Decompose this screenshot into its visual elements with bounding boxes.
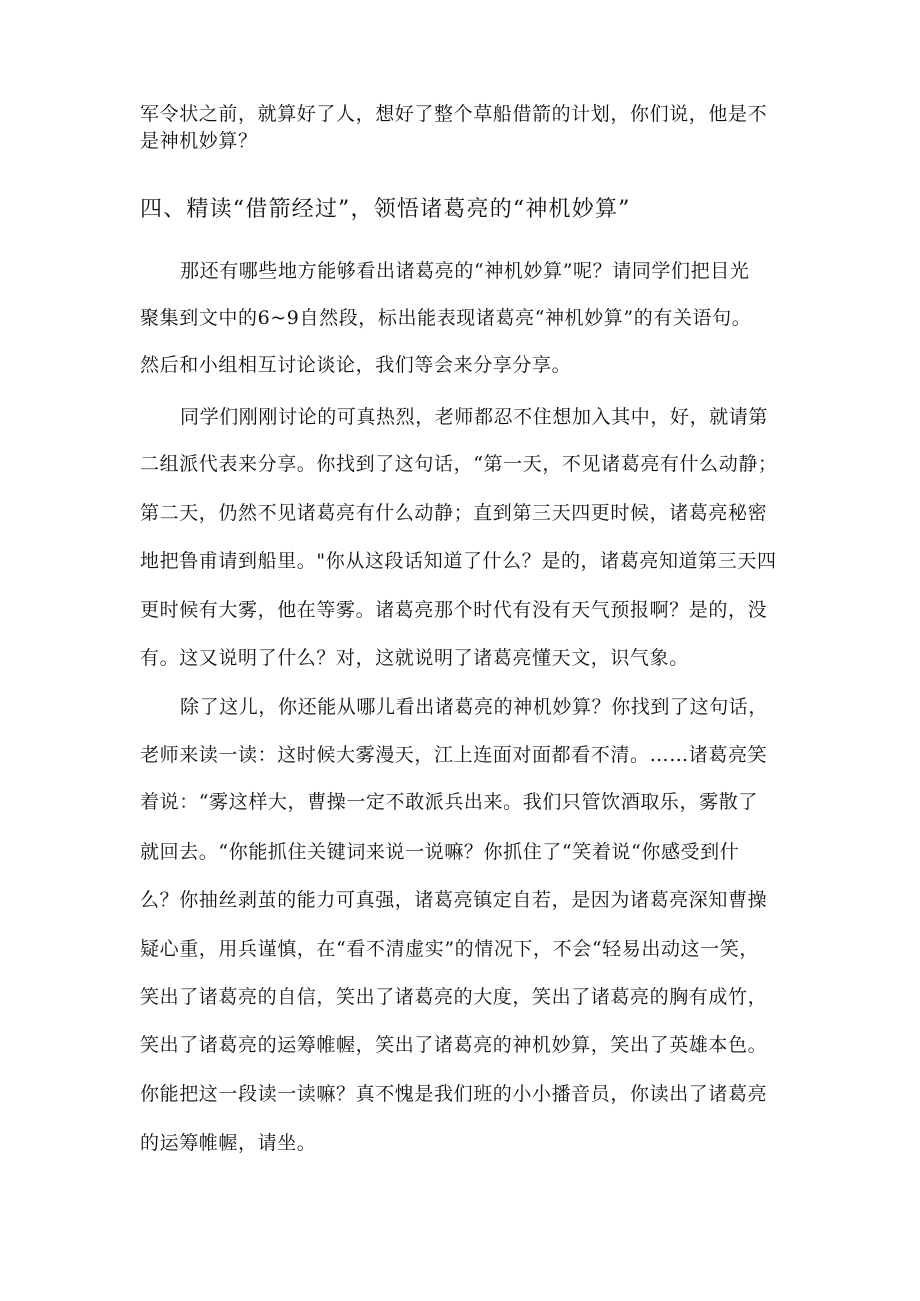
- paragraph3-line-4: 就回去。“你能抓住关键词来说一说嘛？你抓住了“笑着说“你感受到什: [140, 841, 740, 863]
- paragraph3-line-6: 疑心重，用兵谨慎，在“看不清虚实”的情况下，不会“轻易出动这一笑，: [140, 938, 759, 960]
- paragraph3-line-8: 笑出了诸葛亮的运筹帷幄，笑出了诸葛亮的神机妙算，笑出了英雄本色。: [140, 1034, 768, 1056]
- paragraph2-line-6: 有。这又说明了什么？对，这就说明了诸葛亮懂天文，识气象。: [140, 647, 689, 669]
- paragraph2-line-5: 更时候有大雾，他在等雾。诸葛亮那个时代有没有天气预报啊？是的，没: [140, 599, 768, 621]
- paragraph1-line-2: 聚集到文中的6~9自然段，标出能表现诸葛亮“神机妙算”的有关语句。: [140, 307, 752, 329]
- paragraph2-line-1: 同学们刚刚讨论的可真热烈，老师都忍不住想加入其中，好，就请第: [180, 406, 769, 428]
- paragraph1-line-1: 那还有哪些地方能够看出诸葛亮的“神机妙算”呢？请同学们把目光: [180, 260, 750, 282]
- paragraph3-line-7: 笑出了诸葛亮的自信，笑出了诸葛亮的大度，笑出了诸葛亮的胸有成竹，: [140, 986, 768, 1008]
- paragraph3-line-5: 么？你抽丝剥茧的能力可真强，诸葛亮镇定自若，是因为诸葛亮深知曹操: [140, 889, 768, 911]
- intro-line-1: 军令状之前，就算好了人，想好了整个草船借箭的计划，你们说，他是不: [140, 103, 768, 125]
- intro-line-2: 是神机妙算？: [140, 130, 258, 152]
- paragraph3-line-10: 的运筹帷幄，请坐。: [140, 1132, 317, 1154]
- paragraph3-line-1: 除了这儿，你还能从哪儿看出诸葛亮的神机妙算？你找到了这句话，: [180, 696, 769, 718]
- paragraph3-line-9: 你能把这一段读一读嘛？真不愧是我们班的小小播音员，你读出了诸葛亮: [140, 1083, 768, 1105]
- paragraph2-line-2: 二组派代表来分享。你找到了这句话，“第一天，不见诸葛亮有什么动静；: [140, 453, 778, 475]
- paragraph2-line-3: 第二天，仍然不见诸葛亮有什么动静；直到第三天四更时候，诸葛亮秘密: [140, 502, 768, 524]
- paragraph3-line-2: 老师来读一读：这时候大雾漫天，江上连面对面都看不清。……诸葛亮笑: [140, 744, 768, 766]
- paragraph1-line-3: 然后和小组相互讨论谈论，我们等会来分享分享。: [140, 354, 572, 376]
- paragraph2-line-4: 地把鲁甫请到船里。"你从这段话知道了什么？是的，诸葛亮知道第三天四: [140, 550, 777, 572]
- section-heading: 四、精读“借箭经过”，领悟诸葛亮的“神机妙算”: [140, 197, 631, 222]
- paragraph3-line-3: 着说：“雾这样大，曹操一定不敢派兵出来。我们只管饮酒取乐，雾散了: [140, 791, 758, 813]
